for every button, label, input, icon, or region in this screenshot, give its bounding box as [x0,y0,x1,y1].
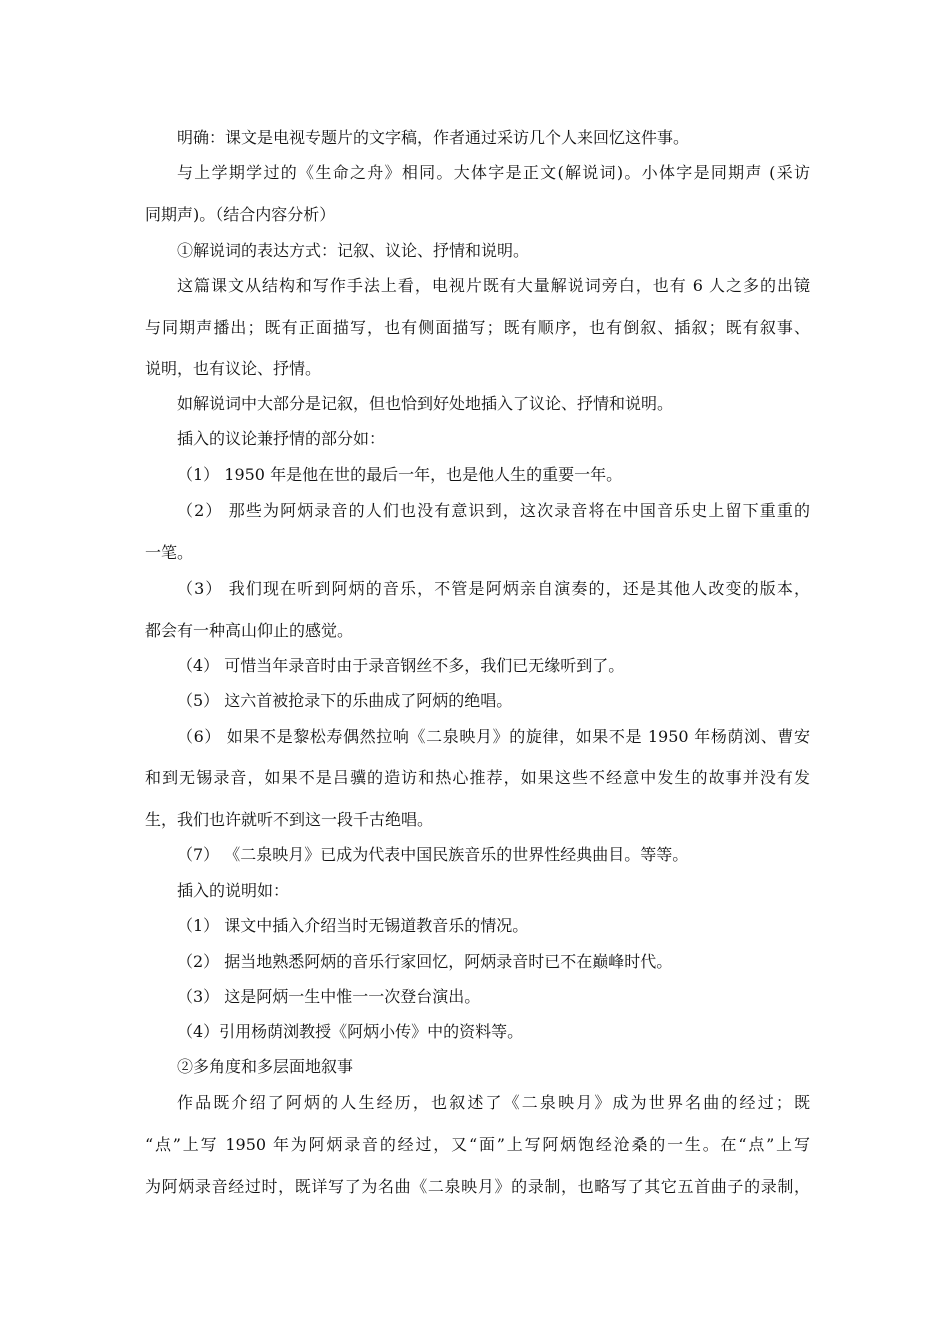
paragraph-line: ①解说词的表达方式：记叙、议论、抒情和说明。 [177,241,530,260]
list-item: （1） 1950 年是他在世的最后一年，也是他人生的重要一年。 [177,465,623,484]
paragraph-line: 为阿炳录音经过时，既详写了为名曲《二泉映月》的录制，也略写了其它五首曲子的录制， [145,1177,810,1196]
list-item: （5） 这六首被抢录下的乐曲成了阿炳的绝唱。 [177,691,513,710]
paragraph-line: 插入的说明如： [177,881,290,900]
section-heading: ②多角度和多层面地叙事 [177,1057,354,1076]
list-item: （1） 课文中插入介绍当时无锡道教音乐的情况。 [177,916,529,935]
list-item: （6） 如果不是黎松寿偶然拉响《二泉映月》的旋律，如果不是 1950 年杨荫浏、曹安 [177,727,810,746]
list-item: （2） 据当地熟悉阿炳的音乐行家回忆，阿炳录音时已不在巅峰时代。 [177,952,673,971]
paragraph-line: “点”上写 1950 年为阿炳录音的经过，又“面”上写阿炳饱经沧桑的一生。在“点”上写 [145,1135,810,1154]
list-item: （2） 那些为阿炳录音的人们也没有意识到，这次录音将在中国音乐史上留下重重的 [177,501,810,520]
list-item: （4）引用杨荫浏教授《阿炳小传》中的资料等。 [177,1022,524,1041]
list-item: （4） 可惜当年录音时由于录音钢丝不多，我们已无缘听到了。 [177,656,625,675]
paragraph-line: 都会有一种高山仰止的感觉。 [145,621,354,640]
paragraph-line: 同期声)。（结合内容分析） [145,205,336,224]
list-item: （7） 《二泉映月》已成为代表中国民族音乐的世界性经典曲目。等等。 [177,845,689,864]
paragraph-line: 明确：课文是电视专题片的文字稿，作者通过采访几个人来回忆这件事。 [177,128,690,147]
paragraph-line: 与同期声播出；既有正面描写，也有侧面描写；既有顺序，也有倒叙、插叙；既有叙事、 [145,318,810,337]
paragraph-line: 和到无锡录音，如果不是吕骥的造访和热心推荐，如果这些不经意中发生的故事并没有发 [145,768,810,787]
paragraph-line: 作品既介绍了阿炳的人生经历，也叙述了《二泉映月》成为世界名曲的经过；既 [177,1093,810,1112]
paragraph-line: 生，我们也许就听不到这一段千古绝唱。 [145,810,434,829]
paragraph-line: 与上学期学过的《生命之舟》相同。大体字是正文(解说词)。小体字是同期声 (采访 [177,163,810,182]
paragraph-line: 这篇课文从结构和写作手法上看，电视片既有大量解说词旁白，也有 6 人之多的出镜 [177,276,810,295]
list-item: （3） 我们现在听到阿炳的音乐，不管是阿炳亲自演奏的，还是其他人改变的版本， [177,579,810,598]
list-item: （3） 这是阿炳一生中惟一一次登台演出。 [177,987,481,1006]
paragraph-line: 说明，也有议论、抒情。 [145,359,322,378]
paragraph-line: 如解说词中大部分是记叙，但也恰到好处地插入了议论、抒情和说明。 [177,394,674,413]
paragraph-line: 一笔。 [145,543,194,562]
paragraph-line: 插入的议论兼抒情的部分如： [177,429,386,448]
